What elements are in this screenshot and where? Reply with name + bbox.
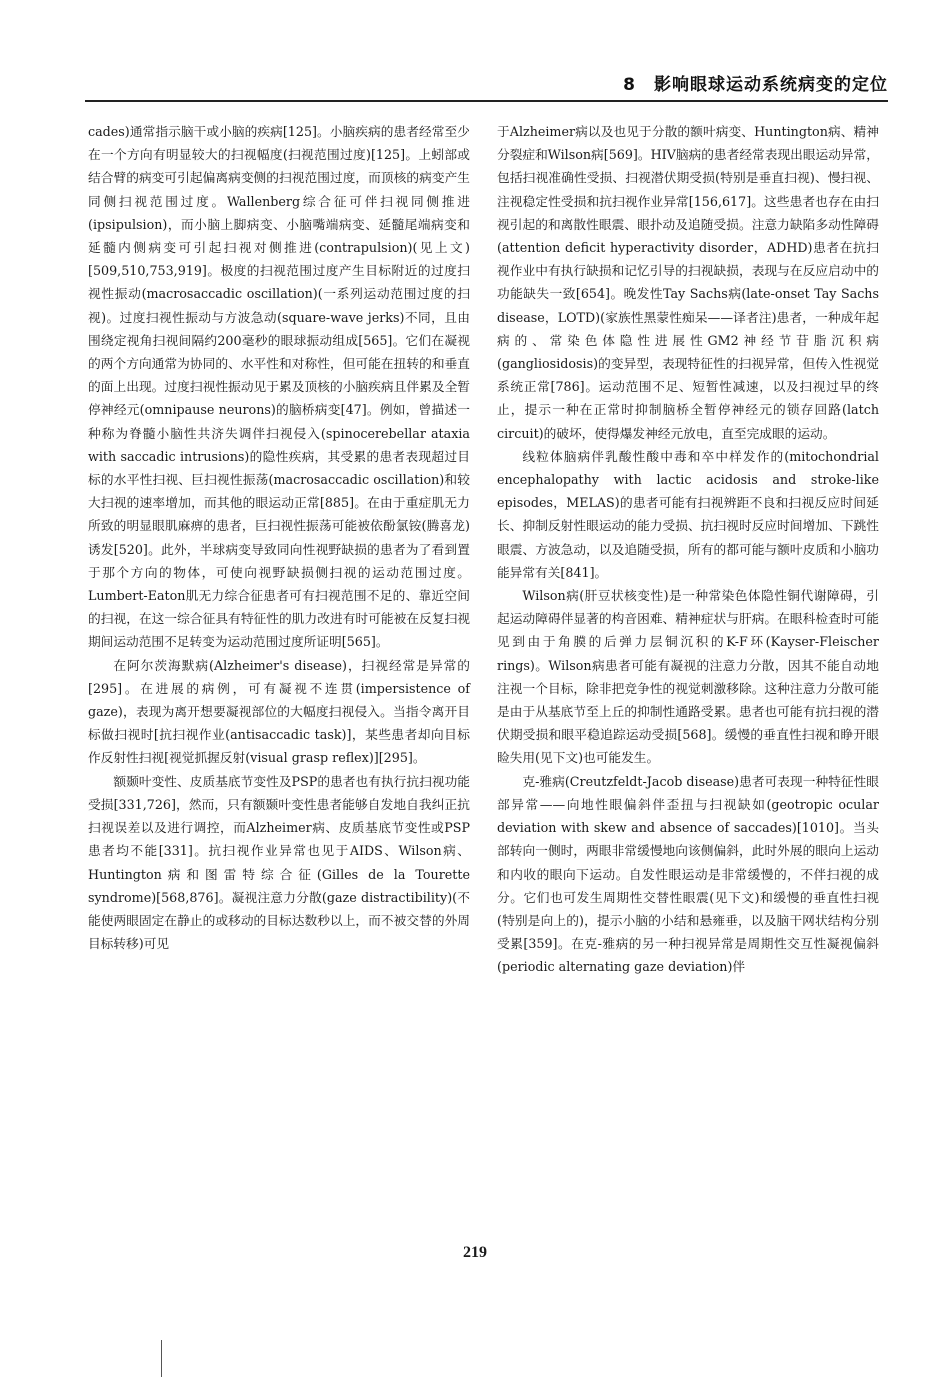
left-column xyxy=(88,120,470,955)
page-number: 219 xyxy=(463,1244,487,1261)
right-column xyxy=(497,120,879,979)
chapter-title: 8 影响眼球运动系统病变的定位 xyxy=(623,75,888,95)
running-header xyxy=(85,68,888,108)
paragraph: 克-雅病(Creutzfeldt-Jacob disease)患者可表现一种特征性眼部异常——向地性眼偏斜伴歪扭与扫视缺如(geotropic ocular deviation with skew and absence of saccades)[1010]。当头部转向一侧时，两眼非常缓慢地向该侧偏斜，此时外展的眼向上运动和内收的眼向下运动。自发性眼运动是非常缓慢的，不伴扫视的成分。它们也可发生周期性交替性眼震(见下文)和缓慢的垂直性扫视(特别是向上的)，提示小脑的小结和悬雍垂，以及脑干网状结构分别受累[359]。在克-雅病的另一种扫视异常是周期性交互性凝视偏斜(periodic alternating gaze deviation)伴 xyxy=(497,773,879,975)
paragraph: 在阿尔茨海默病(Alzheimer's disease)，扫视经常是异常的[295]。在进展的病例，可有凝视不连贯(impersistence of gaze)，表现为离开想要凝视部位的大幅度扫视侵入。当指令离开目标做扫视时[抗扫视作业(antisaccadic task)]，某些患者却向目标作反射性扫视[视觉抓握反射(visual grasp reflex)][295]。 xyxy=(88,657,470,766)
paragraph: 线粒体脑病伴乳酸性酸中毒和卒中样发作的(mitochondrial encephalopathy with lactic acidosis and stroke-like episodes，MELAS)的患者可能有扫视辨距不良和扫视反应时间延长、抑制反射性眼运动的能力受损、抗扫视时反应时间增加、下跳性眼震、方波急动，以及追随受损，所有的都可能与额叶皮质和小脑功能异常有关[841]。 xyxy=(497,448,879,580)
paragraph: 于Alzheimer病以及也见于分散的额叶病变、Huntington病、精神分裂症和Wilson病[569]。HIV脑病的患者经常表现出眼运动异常，包括扫视准确性受损、扫视潜伏期受损(特别是垂直扫视)、慢扫视、注视稳定性受损和抗扫视作业异常[156,617]。这些患者也存在由扫视引起的和离散性眼震、眼扑动及追随受损。注意力缺陷多动性障碍(attention deficit hyperactivity disorder，ADHD)患者在抗扫视作业中有执行缺损和记忆引导的扫视缺损，表现与在反应启动中的功能缺失一致[654]。晚发性Tay Sachs病(late-onset Tay Sachs disease，LOTD)(家族性黑蒙性痴呆——译者注)患者，一种成年起病的、常染色体隐性进展性GM2神经节苷脂沉积病(gangliosidosis)的变异型，表现特征性的扫视异常，但传入性视觉系统正常[786]。运动范围不足、短暂性减速，以及扫视过早的终止，提示一种在正常时抑制脑桥全暂停神经元的锁存回路(latch circuit)的破坏，使得爆发神经元放电，直至完成眼的运动。 xyxy=(497,124,879,441)
paragraph: Wilson病(肝豆状核变性)是一种常染色体隐性铜代谢障碍，引起运动障碍伴显著的构音困难、精神症状与肝病。在眼科检查时可能见到由于角膜的后弹力层铜沉积的K-F环(Kayser-Fleischer rings)。Wilson病患者可能有凝视的注意力分散，因其不能自动地注视一个目标，除非把竞争性的视觉刺激移除。这种注意力分散可能是由于从基底节至上丘的抑制性通路受累。患者也可能有抗扫视的潜伏期受损和眼平稳追踪运动受损[568]。缓慢的垂直性扫视和睁开眼睑失用(见下文)也可能发生。 xyxy=(497,588,879,766)
crop-mark xyxy=(161,1340,162,1377)
paragraph: 额颞叶变性、皮质基底节变性及PSP的患者也有执行抗扫视功能受损[331,726]，然而，只有额颞叶变性患者能够自发地自我纠正抗扫视误差以及进行调控，而Alzheimer病、皮质基底节变性或PSP患者均不能[331]。抗扫视作业异常也见于AIDS、Wilson病、Huntington病和图雷特综合征(Gilles de la Tourette syndrome)[568,876]。凝视注意力分散(gaze distractibility)(不能使两眼固定在静止的或移动的目标达数秒以上，而不被交替的外周目标转移)可见 xyxy=(88,773,470,952)
paragraph: cades)通常指示脑干或小脑的疾病[125]。小脑疾病的患者经常至少在一个方向有明显较大的扫视幅度(扫视范围过度)[125]。上蚓部或结合臂的病变可引起偏离病变侧的扫视范围过度，而顶核的病变产生同侧扫视范围过度。Wallenberg综合征可伴扫视同侧推进(ipsipulsion)，而小脑上脚病变、小脑嘴端病变、延髓尾端病变和延髓内侧病变可引起扫视对侧推进(contrapulsion)(见上文)[509,510,753,919]。极度的扫视范围过度产生目标附近的过度扫视性振动(macrosaccadic oscillation)(一系列运动范围过度的扫视)。过度扫视性振动与方波急动(square-wave jerks)不同，且由围绕定视角扫视间隔约200毫秒的眼球振动组成[565]。它们在凝视的两个方向通常为协同的、水平性和对称性，但可能在扭转的和垂直的面上出现。过度扫视性振动见于累及顶核的小脑疾病且伴累及全暂停神经元(omnipause neurons)的脑桥病变[47]。例如，曾描述一种称为脊髓小脑性共济失调伴扫视侵入(spinocerebellar ataxia with saccadic intrusions)的隐性疾病，其受累的患者表现超过目标的水平性扫视、巨扫视性振荡(macrosaccadic oscillation)和较大扫视的速率增加，而其他的眼运动正常[885]。在由于重症肌无力所致的明显眼肌麻痹的患者，巨扫视性振荡可能被依酚氯铵(腾喜龙)诱发[520]。此外，半球病变导致同向性视野缺损的患者为了看到置于那个方向的物体，可使向视野缺损侧扫视的运动范围过度。Lumbert-Eaton肌无力综合征患者可有扫视范围不足的、靠近空间的扫视，在这一综合征具有特征性的肌力改进有时可能被在反复扫视期间运动范围不足转变为运动范围过度所证明[565]。 xyxy=(88,124,470,650)
header-rule xyxy=(85,100,888,102)
